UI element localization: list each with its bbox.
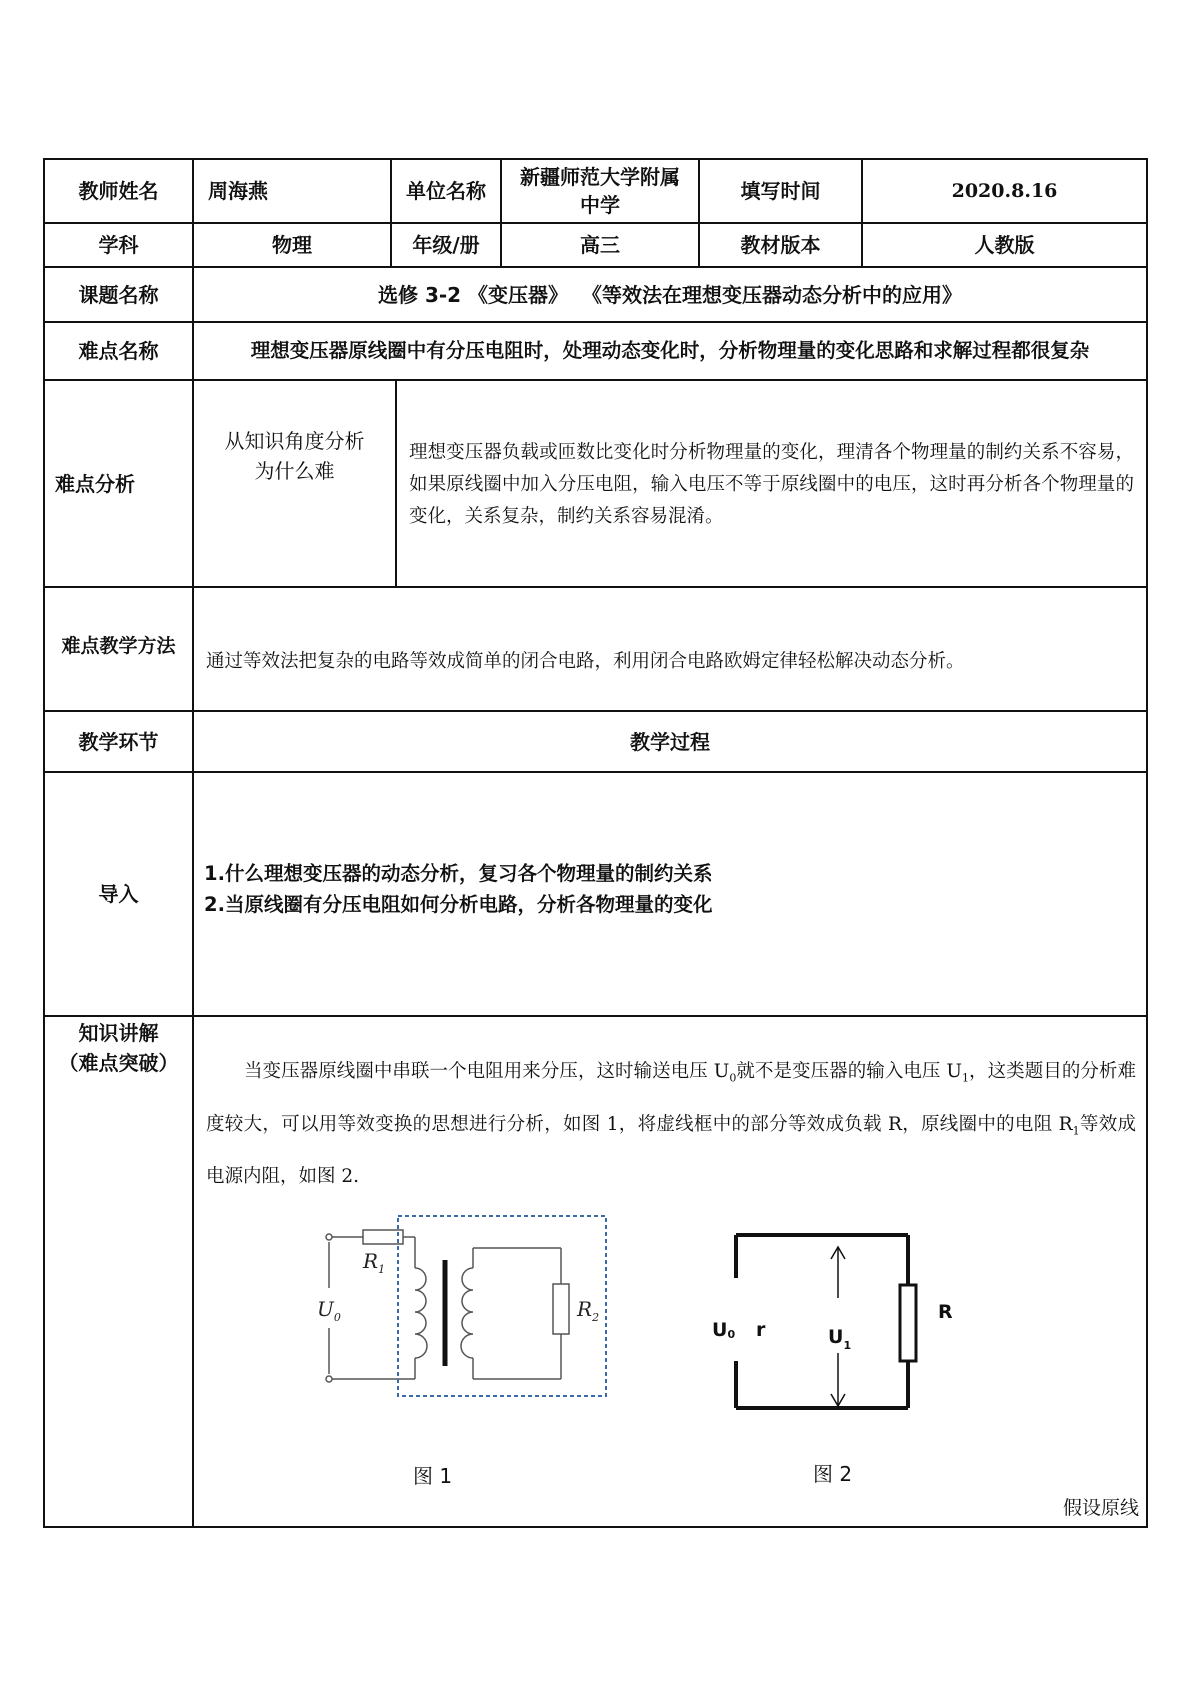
analysis-sub-label: 从知识角度分析为什么难 (224, 429, 365, 483)
unit-label: 单位名称 (406, 179, 486, 203)
label-r2: R (577, 1297, 593, 1321)
para-part-d: 等效成电源内阻，如图 2. (206, 1113, 1136, 1188)
primary-coil (415, 1268, 427, 1358)
fig2-label-u0-sub: 0 (727, 1328, 736, 1341)
para-part-c: ，这类题目的分析难度较大，可以用等效变换的思想进行分析，如图 1，将虚线框中的部分等效成负载 R，原线圈中的电阻 R (206, 1061, 1136, 1135)
intro-label: 导入 (98, 882, 139, 906)
label-r2-sub: 2 (592, 1311, 600, 1324)
label-r1: R (363, 1249, 379, 1273)
knowledge-label (45, 1018, 192, 1078)
para-part-b: 就不是变压器的输入电压 U (736, 1061, 962, 1082)
figure-1-transformer-circuit (283, 1208, 623, 1418)
subject-label: 学科 (98, 233, 139, 257)
secondary-coil (461, 1268, 473, 1358)
intro-item-1: 1.什么理想变压器的动态分析，复习各个物理量的制约关系 (204, 862, 713, 885)
label-r1-sub: 1 (378, 1263, 386, 1276)
para-part-a: 当变压器原线圈中串联一个电阻用来分压，这时输送电压 U (244, 1061, 730, 1082)
sub-1: 1 (962, 1071, 969, 1085)
process-label: 教学过程 (630, 729, 710, 754)
label-u0-sub: 0 (333, 1311, 341, 1324)
svg-text:R1 (362, 1249, 385, 1276)
label-u0: U (317, 1297, 334, 1321)
knowledge-label-line2: （难点突破） (58, 1051, 179, 1075)
load-resistor-r (900, 1285, 916, 1361)
sub-0: 0 (729, 1071, 737, 1085)
terminal-top (326, 1234, 332, 1240)
grade-value: 高三 (580, 233, 620, 257)
terminal-bottom (326, 1376, 332, 1382)
teacher-label: 教师姓名 (78, 179, 159, 203)
fig2-label-u1-sub: 1 (843, 1339, 852, 1352)
figure-2-caption: 图 2 (813, 1462, 853, 1486)
knowledge-label-line1: 知识讲解 (78, 1021, 159, 1045)
subject-value: 物理 (272, 233, 312, 257)
equivalent-load-dashed-box (398, 1216, 606, 1396)
svg-text:U1 (828, 1326, 851, 1352)
difficulty-value: 理想变压器原线圈中有分压电阻时，处理动态变化时，分析物理量的变化思路和求解过程都很复杂 (250, 339, 1090, 362)
stage-label: 教学环节 (78, 729, 159, 754)
fig2-label-r-internal: r (756, 1319, 766, 1341)
sub-r1: 1 (1072, 1124, 1080, 1138)
svg-text:U0 (712, 1319, 735, 1341)
intro-item-2: 2.当原线圈有分压电阻如何分析电路，分析各物理量的变化 (204, 893, 713, 916)
resistor-r2 (553, 1284, 569, 1334)
unit-value: 新疆师范大学附属中学 (520, 165, 680, 217)
fig2-label-u1: U (828, 1326, 844, 1348)
figure-1-caption: 图 1 (413, 1464, 453, 1488)
method-text: 通过等效法把复杂的电路等效成简单的闭合电路，利用闭合电路欧姆定律轻松解决动态分析。 (206, 651, 965, 672)
topic-label: 课题名称 (78, 282, 159, 307)
knowledge-paragraph (206, 1049, 1136, 1200)
svg-text:U0 (317, 1297, 341, 1324)
fig2-label-load: R (938, 1301, 953, 1323)
edition-label: 教材版本 (740, 233, 821, 257)
date-label: 填写时间 (740, 179, 821, 203)
continued-text: 假设原线 (1063, 1497, 1140, 1519)
analysis-text: 理想变压器负载或匝数比变化时分析物理量的变化，理清各个物理量的制约关系不容易，如果原线圈中加入分压电阻，输入电压不等于原线圈中的电压，这时再分析各个物理量的变化，关系复杂，制约关系容易混淆。 (409, 442, 1134, 527)
grade-label: 年级/册 (412, 233, 480, 257)
teacher-value: 周海燕 (208, 179, 268, 203)
date-value: 2020.8.16 (951, 180, 1058, 202)
fig2-label-u0: U (712, 1319, 728, 1341)
svg-text:R2 (576, 1297, 599, 1324)
difficulty-label: 难点名称 (78, 339, 159, 363)
figure-2-equivalent-circuit (698, 1203, 958, 1433)
method-label: 难点教学方法 (61, 635, 176, 657)
intro-list (204, 858, 1134, 920)
topic-value: 选修 3-2 《变压器》 《等效法在理想变压器动态分析中的应用》 (378, 282, 962, 307)
analysis-label: 难点分析 (55, 471, 135, 496)
lesson-plan-table (43, 158, 1148, 1528)
edition-value: 人教版 (974, 233, 1035, 257)
